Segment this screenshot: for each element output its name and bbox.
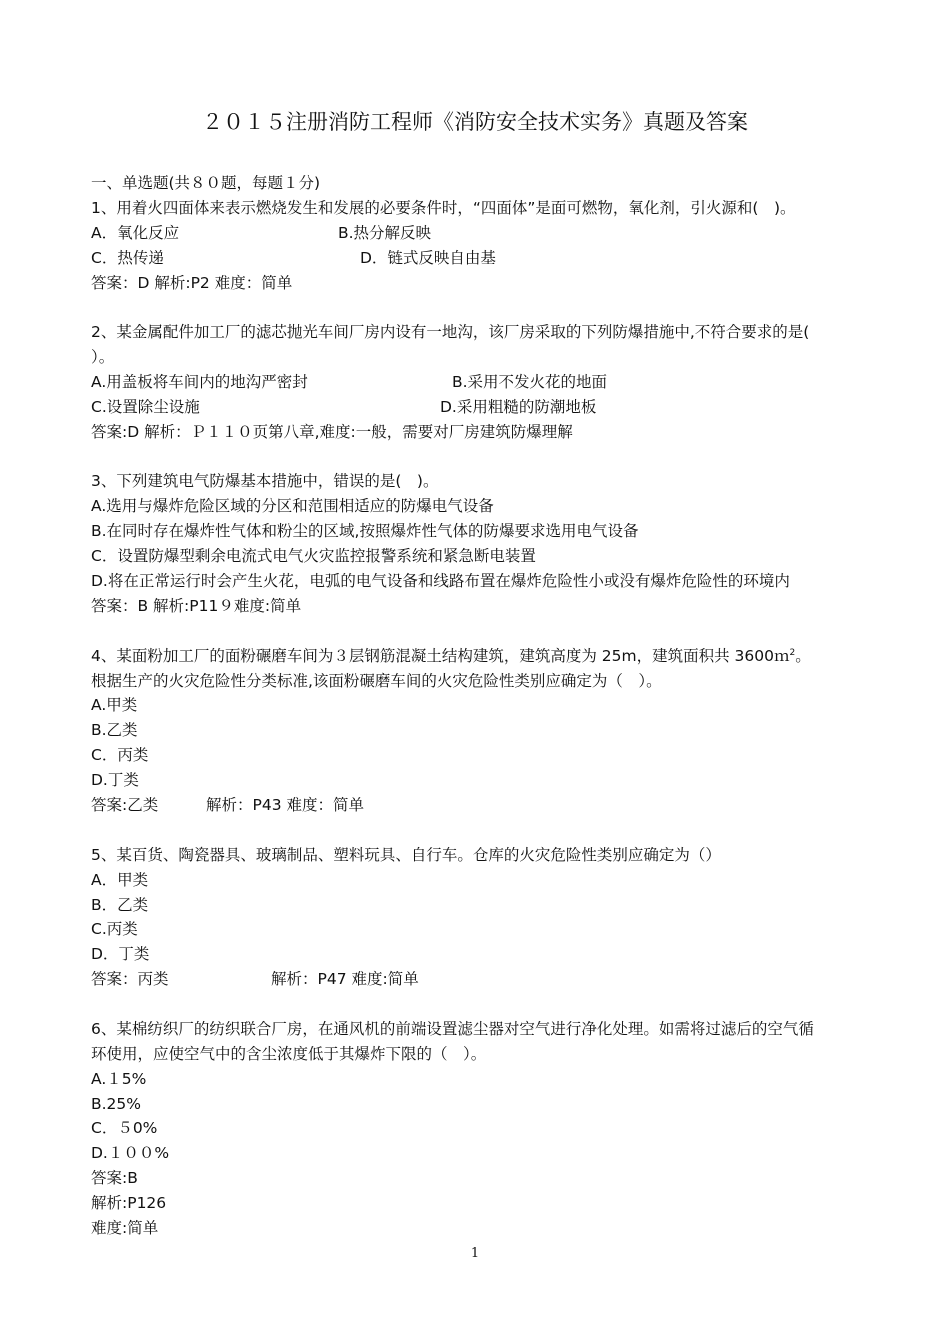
question-3-option-a: A.选用与爆炸危险区域的分区和范围相适应的防爆电气设备 [91,497,494,515]
question-4-option-a: A.甲类 [91,696,138,714]
question-3-stem: 3、下列建筑电气防爆基本措施中，错误的是( )。 [91,472,439,490]
question-2-option-c: C.设置除尘设施 [91,398,200,416]
question-6-option-c: C．５0% [91,1119,158,1137]
question-4-option-d: D.丁类 [91,771,139,789]
question-4-option-b: B.乙类 [91,721,138,739]
question-4-stem-text: 4、某面粉加工厂的面粉碾磨车间为３层钢筋混凝土结构建筑，建筑高度为 25m，建筑面积共 3600ｍ [91,647,790,665]
question-3-option-d: D.将在正常运行时会产生火花，电弧的电气设备和线路布置在爆炸危险性小或没有爆炸危险性的环境内 [91,572,790,590]
question-4-stem-cont: 根据生产的火灾危险性分类标准,该面粉碾磨车间的火灾危险性类别应确定为（ ）。 [91,672,662,690]
question-6-stem-cont: 环使用，应使空气中的含尘浓度低于其爆炸下限的（ ）。 [91,1045,487,1063]
question-2-answer: 答案:D 解析：Ｐ１１０页第八章,难度:一般，需要对厂房建筑防爆理解 [91,423,573,441]
question-3-option-b: B.在同时存在爆炸性气体和粉尘的区域,按照爆炸性气体的防爆要求选用电气设备 [91,522,639,540]
question-4-stem [91,645,811,667]
question-4-stem-period: 。 [795,647,811,665]
question-4-answer: 答案:乙类 [91,796,159,814]
question-1-option-c: C．热传递 [91,249,164,267]
question-2-option-a: A.用盖板将车间内的地沟严密封 [91,373,308,391]
question-6-answer: 答案:B [91,1169,138,1187]
question-6-difficulty: 难度:简单 [91,1219,159,1237]
question-1-answer: 答案：D 解析:P2 难度：简单 [91,274,293,292]
question-1-option-b: B.热分解反映 [338,224,432,242]
question-4-option-c: C．丙类 [91,746,149,764]
question-5-analysis: 解析：P47 难度:简单 [271,970,419,988]
question-1-stem: 1、用着火四面体来表示燃烧发生和发展的必要条件时，“四面体”是面可燃物，氧化剂，引火源和( )。 [91,199,796,217]
question-2-option-d: D.采用粗糙的防潮地板 [440,398,597,416]
question-6-stem: 6、某棉纺织厂的纺织联合厂房，在通风机的前端设置滤尘器对空气进行净化处理。如需将过滤后的空气循 [91,1020,814,1038]
question-6-analysis: 解析:P126 [91,1194,167,1212]
question-6-option-b: B.25% [91,1095,142,1113]
question-2-stem: 2、某金属配件加工厂的滤芯抛光车间厂房内设有一地沟，该厂房采取的下列防爆措施中,不符合要求的是( [91,323,810,341]
question-1-option-a: A．氧化反应 [91,224,180,242]
question-5-answer: 答案：丙类 [91,970,169,988]
question-5-option-d: D．丁类 [91,945,150,963]
question-3-option-c: C．设置防爆型剩余电流式电气火灾监控报警系统和紧急断电装置 [91,547,536,565]
question-2-option-b: B.采用不发火花的地面 [452,373,608,391]
document-title: ２０１５注册消防工程师《消防安全技术实务》真题及答案 [202,110,748,134]
question-1-option-d: D．链式反映自由基 [360,249,496,267]
question-2-stem-end: ）。 [91,348,115,366]
page-number: 1 [470,1246,480,1261]
question-3-answer: 答案：B 解析:P11９难度:简单 [91,597,302,615]
question-6-option-d: D.１００% [91,1144,170,1162]
question-5-option-c: C.丙类 [91,920,138,938]
question-4-analysis: 解析：P43 难度：简单 [206,796,364,814]
question-5-option-b: B．乙类 [91,896,149,914]
question-5-option-a: A．甲类 [91,871,149,889]
section-heading: 一、单选题(共８０题，每题１分) [91,174,321,192]
superscript-2: 2 [789,647,796,658]
question-6-option-a: A.１5% [91,1070,147,1088]
question-5-stem: 5、某百货、陶瓷器具、玻璃制品、塑料玩具、自行车。仓库的火灾危险性类别应确定为（） [91,846,721,864]
